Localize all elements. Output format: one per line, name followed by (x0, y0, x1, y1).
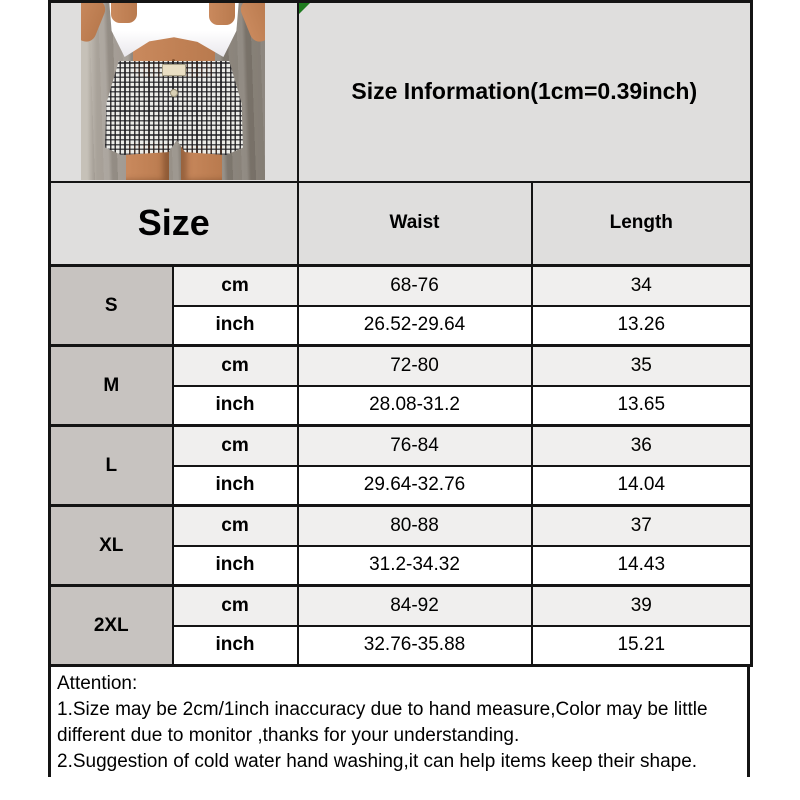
length-value: 35 (532, 346, 752, 386)
model-right-arm (238, 3, 265, 45)
length-value: 34 (532, 266, 752, 306)
length-value: 39 (532, 586, 752, 626)
size-label: M (50, 346, 173, 426)
shorts-waistband-tag (162, 64, 186, 76)
waist-value: 68-76 (298, 266, 532, 306)
unit-label-cm: cm (173, 346, 298, 386)
column-header-waist: Waist (298, 182, 532, 266)
size-label: S (50, 266, 173, 346)
attention-line: 1.Size may be 2cm/1inch inaccuracy due to hand measure,Color may be little (57, 699, 708, 720)
table-row (50, 346, 752, 386)
column-header-size: Size (50, 182, 298, 266)
unit-label-inch: inch (173, 626, 298, 666)
unit-label-cm: cm (173, 426, 298, 466)
waist-value: 26.52-29.64 (298, 306, 532, 346)
length-value: 14.43 (532, 546, 752, 586)
length-value: 37 (532, 506, 752, 546)
length-value: 14.04 (532, 466, 752, 506)
unit-label-inch: inch (173, 386, 298, 426)
shorts-button (170, 89, 178, 97)
waist-value: 84-92 (298, 586, 532, 626)
waist-value: 80-88 (298, 506, 532, 546)
model-left-arm (81, 3, 108, 45)
waist-value: 28.08-31.2 (298, 386, 532, 426)
table-row (50, 2, 752, 182)
table-header-row (50, 182, 752, 266)
unit-label-inch: inch (173, 466, 298, 506)
table-row (50, 586, 752, 626)
table-row (50, 506, 752, 546)
photo-cell (50, 2, 298, 182)
table-row (50, 426, 752, 466)
title-cell (298, 2, 752, 182)
unit-label-cm: cm (173, 586, 298, 626)
length-value: 13.26 (532, 306, 752, 346)
attention-box (48, 667, 750, 777)
waist-value: 31.2-34.32 (298, 546, 532, 586)
length-value: 15.21 (532, 626, 752, 666)
product-photo (81, 3, 265, 180)
corner-marker-icon (299, 3, 310, 14)
attention-title: Attention: (57, 673, 138, 694)
model-right-hand (209, 3, 235, 25)
attention-line: different due to monitor ,thanks for your understanding. (57, 725, 520, 746)
unit-label-inch: inch (173, 546, 298, 586)
waist-value: 32.76-35.88 (298, 626, 532, 666)
page-title: Size Information(1cm=0.39inch) (351, 78, 698, 105)
length-value: 36 (532, 426, 752, 466)
column-header-length: Length (532, 182, 752, 266)
waist-value: 72-80 (298, 346, 532, 386)
size-label: L (50, 426, 173, 506)
length-value: 13.65 (532, 386, 752, 426)
size-label: 2XL (50, 586, 173, 666)
table-row (50, 266, 752, 306)
size-label: XL (50, 506, 173, 586)
size-chart-sheet (48, 0, 750, 777)
size-chart-table (48, 0, 753, 667)
unit-label-inch: inch (173, 306, 298, 346)
waist-value: 76-84 (298, 426, 532, 466)
unit-label-cm: cm (173, 506, 298, 546)
unit-label-cm: cm (173, 266, 298, 306)
attention-line: 2.Suggestion of cold water hand washing,it can help items keep their shape. (57, 751, 698, 772)
waist-value: 29.64-32.76 (298, 466, 532, 506)
model-left-hand (111, 3, 137, 23)
